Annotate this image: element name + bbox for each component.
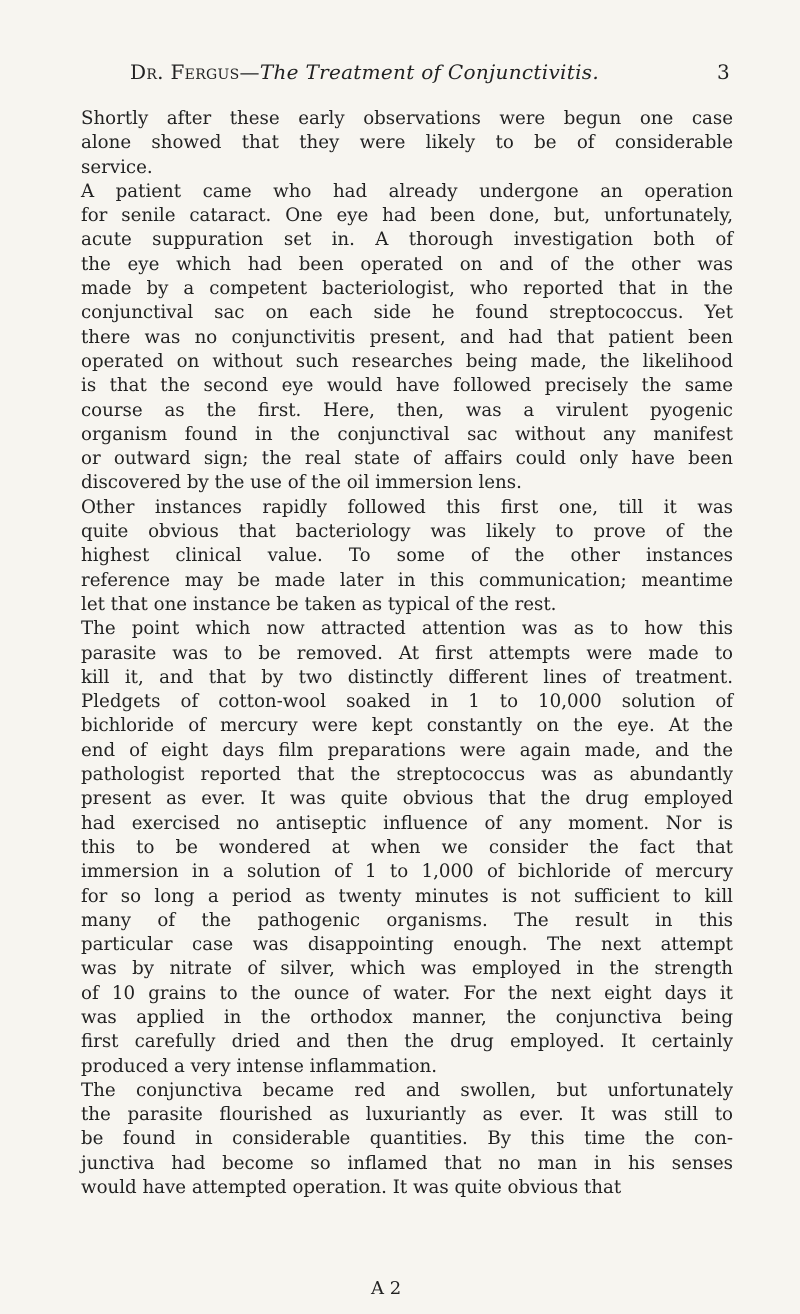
text-line: present as ever. It was quite obvious that the drug employed	[81, 788, 733, 810]
text-line: kill it, and that by two distinctly different lines of treatment.	[81, 666, 733, 688]
text-line: conjunctival sac on each side he found streptococcus. Yet	[81, 302, 733, 324]
text-line: alone showed that they were likely to be of considerable	[81, 132, 733, 154]
text-line: produced a very intense inflammation.	[81, 1055, 438, 1077]
text-line: was by nitrate of silver, which was employed in the strength	[81, 958, 733, 980]
text-line: Other instances rapidly followed this first one, till it was	[81, 496, 733, 518]
text-line: the eye which had been operated on and of the other was	[81, 253, 733, 275]
text-line: immersion in a solution of 1 to 1,000 of bichloride of mercury	[81, 861, 733, 883]
text-line: parasite was to be removed. At first attempts were made to	[81, 642, 733, 664]
text-line: pathologist reported that the streptococcus was as abundantly	[81, 764, 733, 786]
header-separator: —	[239, 60, 260, 84]
text-line: the parasite flourished as luxuriantly as ever. It was still to	[81, 1104, 733, 1126]
text-line: this to be wondered at when we consider the fact that	[81, 836, 733, 858]
text-line: made by a competent bacteriologist, who reported that in the	[81, 278, 733, 300]
header-title: The Treatment of Conjunctivitis.	[259, 60, 599, 84]
text-line: let that one instance be taken as typical of the rest.	[81, 593, 557, 615]
text-line: is that the second eye would have followed precisely the same	[81, 375, 733, 397]
text-line: acute suppuration set in. A thorough investigation both of	[81, 229, 733, 251]
text-line: A patient came who had already undergone an operation	[81, 180, 733, 202]
text-line: highest clinical value. To some of the other instances	[81, 545, 733, 567]
paragraph	[81, 617, 733, 1079]
paragraph	[81, 1079, 733, 1200]
text-line: was applied in the orthodox manner, the conjunctiva being	[81, 1006, 733, 1028]
page-number: 3	[716, 60, 730, 84]
running-title	[130, 60, 599, 84]
signature-mark: A 2	[371, 1278, 402, 1299]
text-line: be found in considerable quantities. By this time the con-	[81, 1128, 733, 1150]
text-line: discovered by the use of the oil immersion lens.	[81, 472, 522, 494]
text-line: there was no conjunctivitis present, and had that patient been	[81, 326, 733, 348]
text-line: The point which now attracted attention was as to how this	[81, 618, 733, 640]
text-line: service.	[81, 156, 153, 178]
text-line: for so long a period as twenty minutes is not sufficient to kill	[81, 885, 733, 907]
text-line: many of the pathogenic organisms. The result in this	[81, 909, 733, 931]
text-line: Shortly after these early observations were begun one case	[81, 108, 733, 129]
text-line: bichloride of mercury were kept constantly on the eye. At the	[81, 715, 733, 737]
text-line: particular case was disappointing enough. The next attempt	[81, 934, 733, 956]
header-author: Dr. Fergus	[130, 60, 240, 84]
text-line: organism found in the conjunctival sac without any manifest	[81, 423, 733, 445]
text-line: reference may be made later in this communication; meantime	[81, 569, 733, 591]
paragraph	[81, 180, 733, 496]
running-header	[130, 60, 730, 84]
text-line: would have attempted operation. It was quite obvious that	[81, 1177, 622, 1199]
text-line: course as the first. Here, then, was a virulent pyogenic	[81, 399, 733, 421]
body-text	[81, 107, 733, 1200]
text-line: had exercised no antiseptic influence of any moment. Nor is	[81, 812, 733, 834]
text-line: quite obvious that bacteriology was likely to prove of the	[81, 521, 733, 543]
paragraph	[81, 107, 733, 180]
text-line: end of eight days film preparations were again made, and the	[81, 739, 733, 761]
text-line: junctiva had become so inflamed that no man in his senses	[81, 1152, 733, 1174]
text-line: or outward sign; the real state of affairs could only have been	[81, 448, 733, 470]
text-line: for senile cataract. One eye had been done, but, unfortunately,	[81, 205, 733, 227]
paragraph	[81, 496, 733, 617]
text-line: operated on without such researches being made, the likelihood	[81, 350, 733, 372]
text-line: Pledgets of cotton-wool soaked in 1 to 10,000 solution of	[81, 691, 733, 713]
text-line: of 10 grains to the ounce of water. For the next eight days it	[81, 982, 733, 1004]
text-line: first carefully dried and then the drug employed. It certainly	[81, 1031, 733, 1053]
text-line: The conjunctiva became red and swollen, but unfortunately	[81, 1079, 733, 1101]
